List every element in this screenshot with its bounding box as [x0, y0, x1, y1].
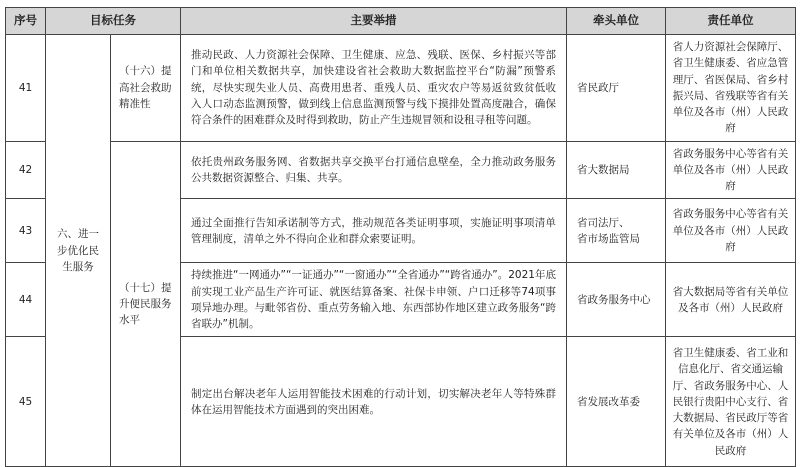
row-number: 44 — [6, 263, 46, 337]
lead-unit: 省民政厅 — [577, 81, 619, 94]
lead-cell — [567, 199, 666, 263]
header-seq: 序号 — [6, 8, 46, 35]
lead-unit: 省司法厅、 — [577, 216, 630, 229]
measure-cell: 推动民政、人力资源社会保障、卫生健康、应急、残联、医保、乡村振兴等部门和单位相关数据共享，加快建设省社会救助大数据监控平台“防漏”预警系统，尽快实现失业人员、高费用患者、重残人员、重灾农户等易返贫致贫低收入人口动态监测预警，做到线上信息监测预警与线下摸排处置高度融合，确保符合条件的困难群众及时得到救助，防止产生违规冒领和设租寻租等问题。 — [181, 35, 567, 142]
subgoal-cell: （十七）提升便民服务水平 — [111, 141, 181, 467]
row-number: 41 — [6, 35, 46, 142]
task-table — [5, 7, 796, 467]
responsible-cell: 省人力资源社会保障厅、省卫生健康委、省应急管理厅、省医保局、省乡村振兴局、省残联等省有关单位及各市（州）人民政府 — [666, 35, 796, 142]
category-cell: 六、进一步优化民生服务 — [46, 35, 111, 467]
header-lead: 牵头单位 — [567, 8, 666, 35]
responsible-cell: 省大数据局等省有关单位及各市（州）人民政府 — [666, 263, 796, 337]
lead-cell — [567, 35, 666, 142]
header-goal: 目标任务 — [46, 8, 181, 35]
measure-cell: 制定出台解决老年人运用智能技术困难的行动计划，切实解决老年人等特殊群体在运用智能技术方面遇到的突出困难。 — [181, 337, 567, 467]
lead-cell — [567, 337, 666, 467]
lead-cell — [567, 141, 666, 199]
row-number: 43 — [6, 199, 46, 263]
lead-unit: 省发展改革委 — [577, 395, 640, 408]
row-number: 42 — [6, 141, 46, 199]
table-row — [6, 141, 796, 199]
table-row — [6, 35, 796, 142]
subgoal-cell: （十六）提高社会救助精准性 — [111, 35, 181, 142]
header-measures: 主要举措 — [181, 8, 567, 35]
header-responsible: 责任单位 — [666, 8, 796, 35]
responsible-cell: 省政务服务中心等省有关单位及各市（州）人民政府 — [666, 141, 796, 199]
lead-cell — [567, 263, 666, 337]
measure-cell: 依托贵州政务服务网、省数据共享交换平台打通信息壁垒，全力推动政务服务公共数据资源整合、归集、共享。 — [181, 141, 567, 199]
row-number: 45 — [6, 337, 46, 467]
responsible-cell: 省政务服务中心等省有关单位及各市（州）人民政府 — [666, 199, 796, 263]
lead-unit: 省大数据局 — [577, 163, 630, 176]
measure-cell: 持续推进“一网通办”“一证通办”“一窗通办”“全省通办”“跨省通办”。2021年底前实现工业产品生产许可证、就医结算备案、社保卡申领、户口迁移等74项事项异地办理。与毗邻省份、重点劳务输入地、东西部协作地区建立政务服务“跨省联办”机制。 — [181, 263, 567, 337]
responsible-cell: 省卫生健康委、省工业和信息化厅、省交通运输厅、省政务服务中心、人民银行贵阳中心支行、省大数据局、省民政厅等省有关单位及各市（州）人民政府 — [666, 337, 796, 467]
lead-unit: 省政务服务中心 — [577, 293, 651, 306]
table-header-row — [6, 8, 796, 35]
lead-unit: 省市场监管局 — [577, 232, 640, 245]
measure-cell: 通过全面推行告知承诺制等方式，推动规范各类证明事项，实施证明事项清单管理制度，清单之外不得向企业和群众索要证明。 — [181, 199, 567, 263]
